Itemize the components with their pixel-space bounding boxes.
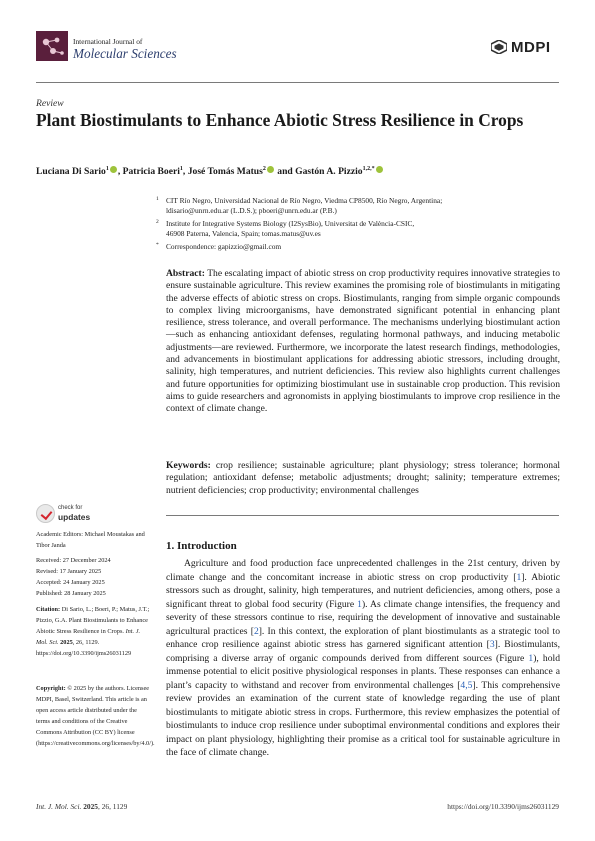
intro-text: ]. Abiotic stressors such as drought, salinity, high temperatures, and nutrient deficiencies, among others, pose a significant threat to global food security (Figure [166,571,560,610]
check-for-updates-button[interactable] [36,504,126,524]
reference-link[interactable]: 3 [489,639,495,650]
orcid-icon[interactable] [376,166,383,173]
author-name[interactable]: Luciana Di Sario [36,166,106,178]
reference-link[interactable]: 4,5 [460,679,473,691]
footer-volume: , 26, 1129 [98,802,128,811]
citation-journal: Int. J. Mol. Sci. [36,627,141,646]
article-title: Plant Biostimulants to Enhance Abiotic Stress Resilience in Crops [36,110,524,130]
affiliation-number: 1 [156,196,159,202]
journal-name-prefix: International Journal of [73,37,143,46]
footer-citation [36,802,127,811]
copyright-text: © 2025 by the authors. Licensee MDPI, Basel, Switzerland. This article is an open access article distributed under the terms and conditions of the Creative Commons Attribution (CC BY) license (https://creativecommons.org/licenses/by/4.0/). [36,685,155,747]
correspondence-marker: * [156,242,159,248]
check-updates-icon [36,504,55,523]
abstract-label: Abstract: [166,268,205,279]
author-separator: , [182,166,188,178]
author-separator: , [117,166,123,178]
citation-text: Di Sario, L.; Boeri, P.; Matus, J.T.; Pizzio, G.A. Plant Biostimulants to Enhance Abiotic Stress Resilience in Crops. [36,606,150,635]
copyright-label: Copyright: [36,685,66,692]
date-revised: Revised: 17 January 2025 [36,567,102,575]
editors-names: Michael Moustakas and Tibor Janda [36,531,145,549]
intro-text: ]. This comprehensive review provides an examination of the current state of knowledge regarding the use of plant biostimulants to mitigate abiotic stress in crops. Furthermore, this review emphasizes the potential of biostimulants to induce crop resilience under suboptimal environmental conditions and explores their impact on plant physiology, highlighting their promise as a critical tool for sustainable agriculture in the face of climate change. [166,679,560,758]
editors-label: Academic Editors: [36,531,84,538]
date-accepted: Accepted: 24 January 2025 [36,578,105,586]
author-affiliation-sup: 1 [105,166,109,172]
header-divider [36,82,559,83]
affiliation-line: CIT Río Negro, Universidad Nacional de Río Negro, Viedma CP8500, Río Negro, Argentina; [166,196,443,205]
citation-block [36,605,150,660]
affiliation-2 [156,219,561,239]
footer-year: 2025 [83,802,98,811]
publisher-name: MDPI [511,39,551,56]
copyright-block [36,684,155,749]
affiliation-line[interactable]: ldisario@unrn.edu.ar (L.D.S.); pboeri@unrn.edu.ar (P.B.) [166,206,337,215]
dates-block [36,556,150,600]
intro-text: ]. In this context, the exploration of plant biostimulants as a strategic tool to enhance crop resilience against abiotic stress has garnered significant attention [ [166,625,560,650]
correspondence [156,242,561,252]
author-name[interactable]: Gastón A. Pizzio [295,166,363,178]
abstract-divider [166,515,559,516]
author-name[interactable]: José Tomás Matus [187,166,263,178]
date-published: Published: 28 January 2025 [36,589,106,597]
academic-editors [36,530,150,552]
intro-text: Agriculture and food production face unprecedented challenges in the 21st century, driven by climate change and the concomitant increase in abiotic stress on crop productivity [ [166,558,560,583]
reference-link[interactable]: 2 [253,625,259,637]
author-name[interactable]: Patricia Boeri [122,166,180,178]
article-type: Review [36,98,64,109]
keywords [166,460,560,497]
check-updates-line1: check for [58,505,83,511]
affiliation-line[interactable]: 46908 Paterna, Valencia, Spain; tomas.matus@uv.es [166,229,321,238]
check-updates-line2: updates [58,512,91,522]
keywords-label: Keywords: [166,460,211,471]
footer-doi[interactable]: https://doi.org/10.3390/ijms26031129 [447,802,559,811]
intro-text: ]. Biostimulants, comprising a diverse array of organic compounds derived from different sources (Figure [166,639,560,664]
footer-journal: Int. J. Mol. Sci. [36,802,82,811]
correspondence-line[interactable]: Correspondence: gapizzio@gmail.com [166,242,282,251]
author-affiliation-sup: 1,2,* [362,166,375,172]
author-separator: and [274,166,296,178]
affiliation-1 [156,196,561,216]
intro-text: ). As climate change intensifies, the frequency and severity of these stressors continue to rise, requiring the development of innovative and sustainable agricultural practices [ [166,598,561,637]
orcid-icon[interactable] [267,166,274,173]
introduction-paragraph [166,557,560,760]
citation-year: 2025 [60,638,73,646]
section-heading: 1. Introduction [166,540,237,552]
ijms-logo-icon [36,31,68,61]
reference-link[interactable]: 1 [357,598,362,610]
mdpi-logo-icon [491,40,507,54]
publisher-logo[interactable] [511,39,551,56]
intro-text: ), hold immense potential to elicit positive physiological responses in plants. These responses can enhance a plant’s capacity to withstand and recover from environmental challenges [ [166,652,560,691]
citation-doi[interactable]: , 26, 1129. https://doi.org/10.3390/ijms26031129 [36,638,132,657]
author-affiliation-sup: 2 [262,166,266,172]
reference-link[interactable]: 1 [516,571,522,583]
abstract-text: The escalating impact of abiotic stress on crop productivity requires innovative strategies to ensure sustainable agriculture. This review examines the promising role of biostimulants in mitigating the adverse effects of abiotic stress on crops. Biostimulants, ranging from simple organic compounds to complex living microorganisms, have demonstrated significant potential in enhancing plant resilience, stress tolerance, and overall performance. The mechanisms underlying biostimulant action—such as enhancing antioxidant defenses, regulating hormonal pathways, and inducing metabolic adjustments—are reviewed. Furthermore, we incorporate the latest research findings, methodologies, and advancements in biostimulant applications for addressing abiotic stressors, including drought, salinity, high temperatures, and nutrient deficiencies. This review also highlights current challenges and future opportunities for optimizing biostimulant use in sustainable crop production. This revision aims to guide researchers and agronomists in applying biostimulants to improve crop resilience in the context of climate change. [166,268,560,415]
orcid-icon[interactable] [110,166,117,173]
journal-name: Molecular Sciences [73,46,177,61]
citation-label: Citation: [36,606,61,613]
author-affiliation-sup: 1 [179,166,183,172]
date-received: Received: 27 December 2024 [36,557,111,564]
affiliation-number: 2 [156,219,159,225]
reference-link[interactable]: 1 [528,652,534,664]
abstract [166,268,560,416]
affiliation-line: Institute for Integrative Systems Biology (I2SysBio), Universitat de València-CSIC, [166,219,415,228]
keywords-text: crop resilience; sustainable agriculture; plant physiology; stress tolerance; hormonal regulation; antioxidant defense; metabolic adjustments; drought; salinity; temperature extremes; nutrient deficiencies; crop productivity; environmental challenges [166,460,560,496]
author-list [36,166,561,177]
